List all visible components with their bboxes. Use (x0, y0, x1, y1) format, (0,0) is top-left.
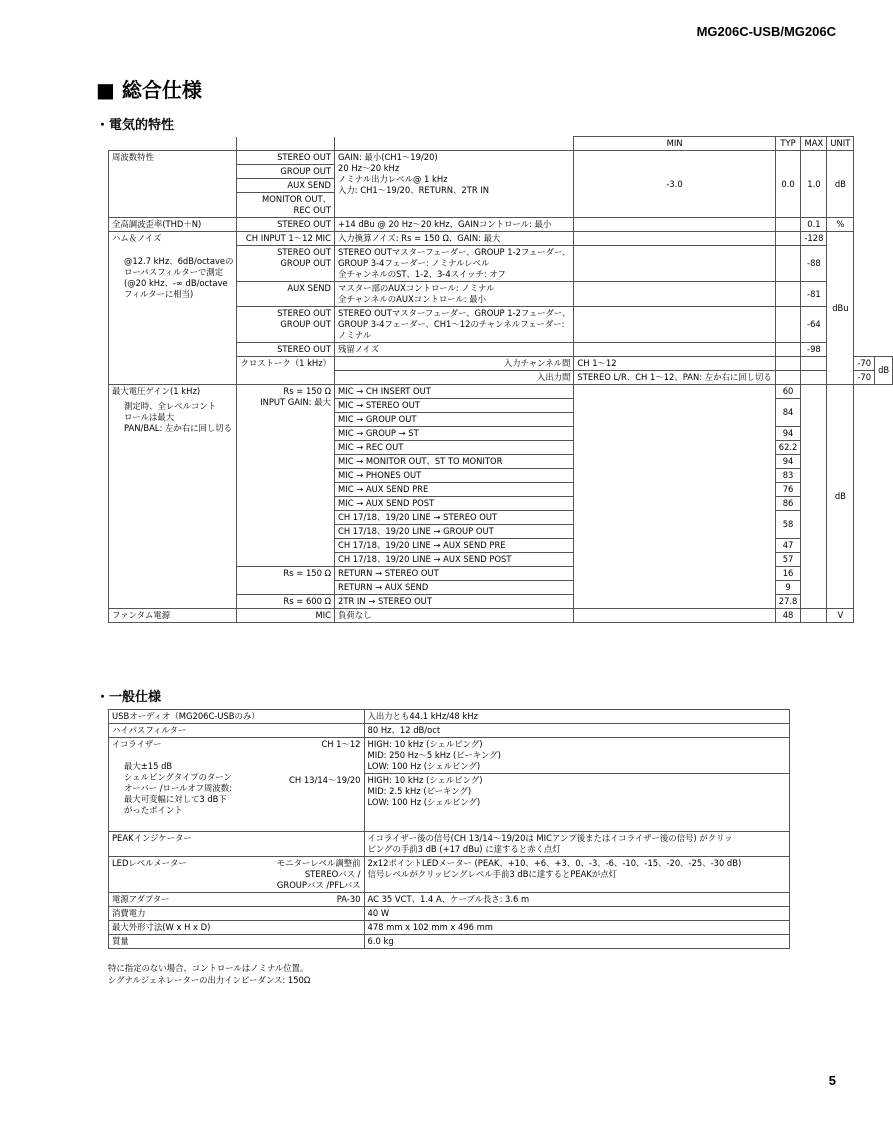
electrical-heading: ・電気的特性 (96, 118, 175, 133)
model-name: MG206C-USB/MG206C (696, 24, 836, 39)
table-row: STEREO OUT GROUP OUT STEREO OUTマスターフェーダー、GROUP 1-2フェーダー、 GROUP 3-4フェーダー、CH1〜12のチャンネルフェーダー: ノミナル -64 (109, 307, 893, 343)
table-row: 最大電圧ゲイン(1 kHz) 測定時、全レベルコント ロールは最大 PAN/BAL: 左か右に回し切る Rs = 150 Ω INPUT GAIN: 最大 MIC → CH INSERT OUT 60 dB (109, 385, 893, 399)
table-row: 入出力間 STEREO L/R、CH 1〜12、PAN: 左か右に回し切る -70 (109, 371, 893, 385)
table-row: MIC → AUX SEND POST 86 (109, 497, 893, 511)
table-row: 消費電力 40 W (109, 907, 790, 921)
table-row: CH 17/18、19/20 LINE → STEREO OUT 58 (109, 511, 893, 525)
table-row: ハイパスフィルター 80 Hz、12 dB/oct (109, 724, 790, 738)
eq-label: イコライザー 最大±15 dB シェルビングタイプのターン オーバー /ロールオフ周波数: 最大可変幅に対して3 dB下 がったポイント (109, 738, 261, 832)
table-row: AUX SEND (109, 179, 893, 193)
table-row: USBオーディオ（MG206C-USBのみ） 入出力とも44.1 kHz/48 kHz (109, 710, 790, 724)
table-row: LEDレベルメーター モニターレベル調整前 STEREOバス / GROUPバス /PFLバス 2x12ポイントLEDメーター (PEAK、+10、+6、+3、0、-3、-6、-10、-15、-20、-25、-30 dB) 信号レベルがクリッピングレベル手前3 dBに達するとPEAKが点灯 (109, 857, 790, 893)
table-row: MIC → GROUP → ST 94 (109, 427, 893, 441)
table-row: STEREO OUT GROUP OUT STEREO OUTマスターフェーダー、GROUP 1-2フェーダー、 GROUP 3-4フェーダー: ノミナルレベル 全チャンネルのST、1-2、3-4スイッチ: オフ -88 (109, 246, 893, 282)
table-row: MIC → GROUP OUT (109, 413, 893, 427)
table-row: イコライザー 最大±15 dB シェルビングタイプのターン オーバー /ロールオフ周波数: 最大可変幅に対して3 dB下 がったポイント CH 1〜12 HIGH: 10 kHz (シェルビング) MID: 250 Hz〜5 kHz (ピーキング) LOW: 100 Hz (シェルビング) (109, 738, 790, 774)
table-row: MIC → REC OUT 62.2 (109, 441, 893, 455)
col-unit: UNIT (827, 137, 854, 151)
col-typ: TYP (775, 137, 801, 151)
table-row: PEAKインジケーター イコライザー後の信号(CH 13/14〜19/20は MICアンプ後またはイコライザー後の信号) がクリッ ピングの手前3 dB (+17 dBu) に達すると赤く点灯 (109, 832, 790, 857)
table-row: 質量 6.0 kg (109, 935, 790, 949)
freq-conditions: GAIN: 最小(CH1〜19/20) 20 Hz〜20 kHz ノミナル出力レベル@ 1 kHz 入力: CH1〜19/20、RETURN、2TR IN (335, 151, 574, 218)
col-max: MAX (801, 137, 827, 151)
table-row: ハム＆ノイズ @12.7 kHz、6dB/octaveの ローパスフィルターで測定 (@20 kHz、-∞ dB/octave フィルターに相当) CH INPUT 1〜12 MIC 入力換算ノイズ: Rs = 150 Ω、GAIN: 最大 -128 dBu (109, 232, 893, 246)
table-row: ファンタム電源 MIC 負荷なし 48 V (109, 609, 893, 623)
hum-label: ハム＆ノイズ @12.7 kHz、6dB/octaveの ローパスフィルターで測定 (@20 kHz、-∞ dB/octave フィルターに相当) (109, 232, 237, 385)
electrical-spec-table (108, 136, 893, 623)
table-row: AUX SEND マスター部のAUXコントロール: ノミナル 全チャンネルのAUXコントロール: 最小 -81 (109, 282, 893, 307)
table-row: クロストーク（1 kHz） 入力チャンネル間 CH 1〜12 -70 dB (109, 357, 893, 371)
table-row: MIC → PHONES OUT 83 (109, 469, 893, 483)
gain-label: 最大電圧ゲイン(1 kHz) 測定時、全レベルコント ロールは最大 PAN/BAL: 左か右に回し切る (109, 385, 237, 609)
table-row: MONITOR OUT、 REC OUT (109, 193, 893, 218)
header-row (109, 137, 893, 151)
table-row: 電源アダプター PA-30 AC 35 VCT、1.4 A、ケーブル長さ: 3.6 m (109, 893, 790, 907)
table-row: CH 17/18、19/20 LINE → AUX SEND POST 57 (109, 553, 893, 567)
page-number: 5 (828, 1073, 836, 1088)
table-row: MIC → MONITOR OUT、ST TO MONITOR 94 (109, 455, 893, 469)
table-row: Rs = 600 Ω 2TR IN → STEREO OUT 27.8 (109, 595, 893, 609)
table-row: CH 13/14〜19/20 HIGH: 10 kHz (シェルビング) MID: 2.5 kHz (ピーキング) LOW: 100 Hz (シェルビング) (109, 774, 790, 832)
table-row: STEREO OUT 残留ノイズ -98 (109, 343, 893, 357)
general-spec-table (108, 709, 790, 949)
table-row: CH 17/18、19/20 LINE → AUX SEND PRE 47 (109, 539, 893, 553)
table-row: 最大外形寸法(W x H x D) 478 mm x 102 mm x 496 mm (109, 921, 790, 935)
table-row: RETURN → AUX SEND 9 (109, 581, 893, 595)
table-row: Rs = 150 Ω RETURN → STEREO OUT 16 (109, 567, 893, 581)
table-row: MIC → STEREO OUT 84 (109, 399, 893, 413)
table-row: GROUP OUT (109, 165, 893, 179)
table-row: 周波数特性 STEREO OUT GAIN: 最小(CH1〜19/20) 20 Hz〜20 kHz ノミナル出力レベル@ 1 kHz 入力: CH1〜19/20、RETURN、2TR IN -3.0 0.0 1.0 dB (109, 151, 893, 165)
col-min: MIN (574, 137, 775, 151)
table-row: CH 17/18、19/20 LINE → GROUP OUT (109, 525, 893, 539)
table-row: 全高調波歪率(THD＋N) STEREO OUT +14 dBu @ 20 Hz〜20 kHz、GAINコントロール: 最小 0.1 % (109, 218, 893, 232)
freq-label: 周波数特性 (109, 151, 237, 218)
footnotes: 特に指定のない場合、コントロールはノミナル位置。 シグナルジェネレーターの出力インピーダンス: 150Ω (108, 963, 311, 985)
general-heading: ・一般仕様 (96, 690, 162, 705)
page-title: ■ 総合仕様 (96, 78, 202, 102)
table-row: MIC → AUX SEND PRE 76 (109, 483, 893, 497)
